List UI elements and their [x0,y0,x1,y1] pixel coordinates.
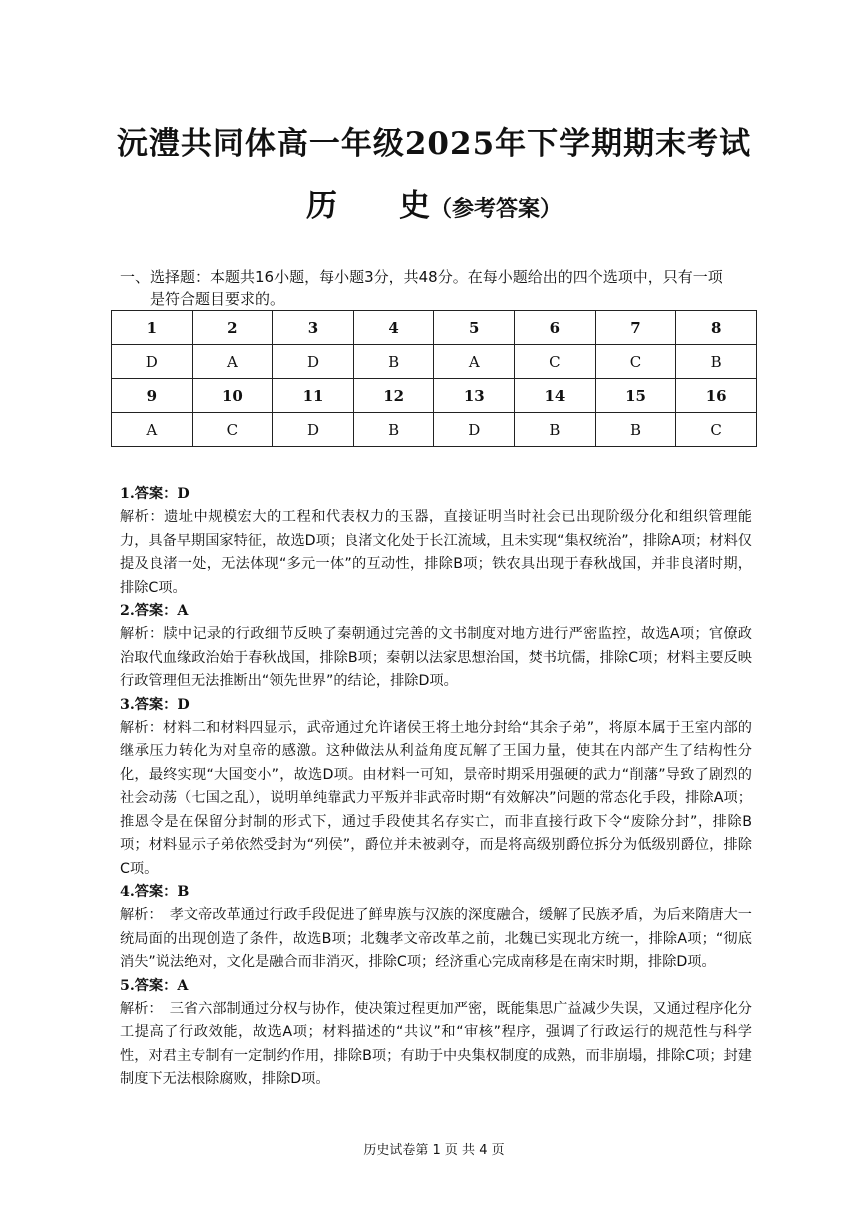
table-cell: C [515,345,596,379]
table-cell: A [434,345,515,379]
table-cell: 15 [595,379,676,413]
table-cell: 14 [515,379,596,413]
answer-heading: 2.答案：A [120,603,189,620]
table-cell: 5 [434,311,515,345]
answer-heading: 5.答案：A [120,977,189,994]
table-cell: D [434,413,515,447]
table-cell: 4 [353,311,434,345]
table-cell: C [192,413,273,447]
page-title: 沅澧共同体高一年级2025年下学期期末考试 [116,126,752,162]
table-cell: C [595,345,676,379]
table-cell: 3 [273,311,354,345]
answer-heading: 4.答案：B [120,883,190,900]
table-row-numbers-1 [112,311,757,345]
table-row-answers-2 [112,413,757,447]
page-footer: 历史试卷第 1 页 共 4 页 [363,1143,505,1158]
table-cell: B [515,413,596,447]
explanation-text: 解析：遗址中规模宏大的工程和代表权力的玉器，直接证明当时社会已出现阶级分化和组织管理能力，具备早期国家特征，故选D项；良渚文化处于长江流域，且未实现“集权统治”，排除A项；材料仅提及良渚一处，无法体现“多元一体”的互动性，排除B项；铁农具出现于春秋战国，并非良渚时期，排除C项。 [120,509,752,596]
subject-char-1: 历 [305,188,337,224]
table-cell: 16 [676,379,757,413]
table-cell: D [273,413,354,447]
table-cell: B [595,413,676,447]
table-row-numbers-2 [112,379,757,413]
table-cell: 10 [192,379,273,413]
subject-heading [0,180,868,225]
table-cell: 11 [273,379,354,413]
table-cell: 2 [192,311,273,345]
table-row-answers-1 [112,345,757,379]
table-cell: C [676,413,757,447]
table-cell: 7 [595,311,676,345]
table-cell: D [112,345,193,379]
table-cell: 9 [112,379,193,413]
section-line-1: 一、选择题：本题共16小题，每小题3分，共48分。在每小题给出的四个选项中，只有一项 [120,268,723,286]
subtitle: （参考答案） [429,196,562,222]
table-cell: D [273,345,354,379]
section-instructions [120,266,790,310]
answer-heading: 3.答案：D [120,696,190,713]
explanation-text: 解析：牍中记录的行政细节反映了秦朝通过完善的文书制度对地方进行严密监控，故选A项；官僚政治取代血缘政治始于春秋战国，排除B项；秦朝以法家思想治国，焚书坑儒，排除C项；材料主要反映行政管理但无法推断出“领先世界”的结论，排除D项。 [120,626,752,690]
explanations [120,483,752,1092]
table-cell: 1 [112,311,193,345]
subject-char-2: 史 [398,188,430,224]
table-cell: 12 [353,379,434,413]
table-cell: 8 [676,311,757,345]
table-cell: B [676,345,757,379]
explanation-text: 解析：材料二和材料四显示，武帝通过允许诸侯王将土地分封给“其余子弟”，将原本属于王室内部的继承压力转化为对皇帝的感激。这种做法从利益角度瓦解了王国力量，使其在内部产生了结构性分化，最终实现“大国变小”，故选D项。由材料一可知，景帝时期采用强硬的武力“削藩”导致了剧烈的社会动荡（七国之乱），说明单纯靠武力平叛并非武帝时期“有效解决”问题的常态化手段，排除A项；推恩令是在保留分封制的形式下，通过手段使其名存实亡，而非直接行政下令“废除分封”，排除B项；材料显示子弟依然受封为“列侯”，爵位并未被剥夺，而是将高级别爵位拆分为低级别爵位，排除C项。 [120,720,752,877]
answer-table [111,310,757,447]
explanation-text: 解析： 三省六部制通过分权与协作，使决策过程更加严密，既能集思广益减少失误，又通过程序化分工提高了行政效能，故选A项；材料描述的“共议”和“审核”程序，强调了行政运行的规范性与科学性，对君主专制有一定制约作用，排除B项；有助于中央集权制度的成熟，而非崩塌，排除C项；封建制度下无法根除腐败，排除D项。 [120,1000,752,1088]
table-cell: 6 [515,311,596,345]
table-cell: A [192,345,273,379]
explanation-text: 解析： 孝文帝改革通过行政手段促进了鲜卑族与汉族的深度融合，缓解了民族矛盾，为后来隋唐大一统局面的出现创造了条件，故选B项；北魏孝文帝改革之前，北魏已实现北方统一，排除A项；“彻底消失”说法绝对，文化是融合而非消灭，排除C项；经济重心完成南移是在南宋时期，排除D项。 [120,907,752,971]
table-cell: B [353,345,434,379]
section-line-2: 是符合题目要求的。 [150,290,286,308]
table-cell: 13 [434,379,515,413]
table-cell: B [353,413,434,447]
answer-heading: 1.答案：D [120,486,190,502]
table-cell: A [112,413,193,447]
